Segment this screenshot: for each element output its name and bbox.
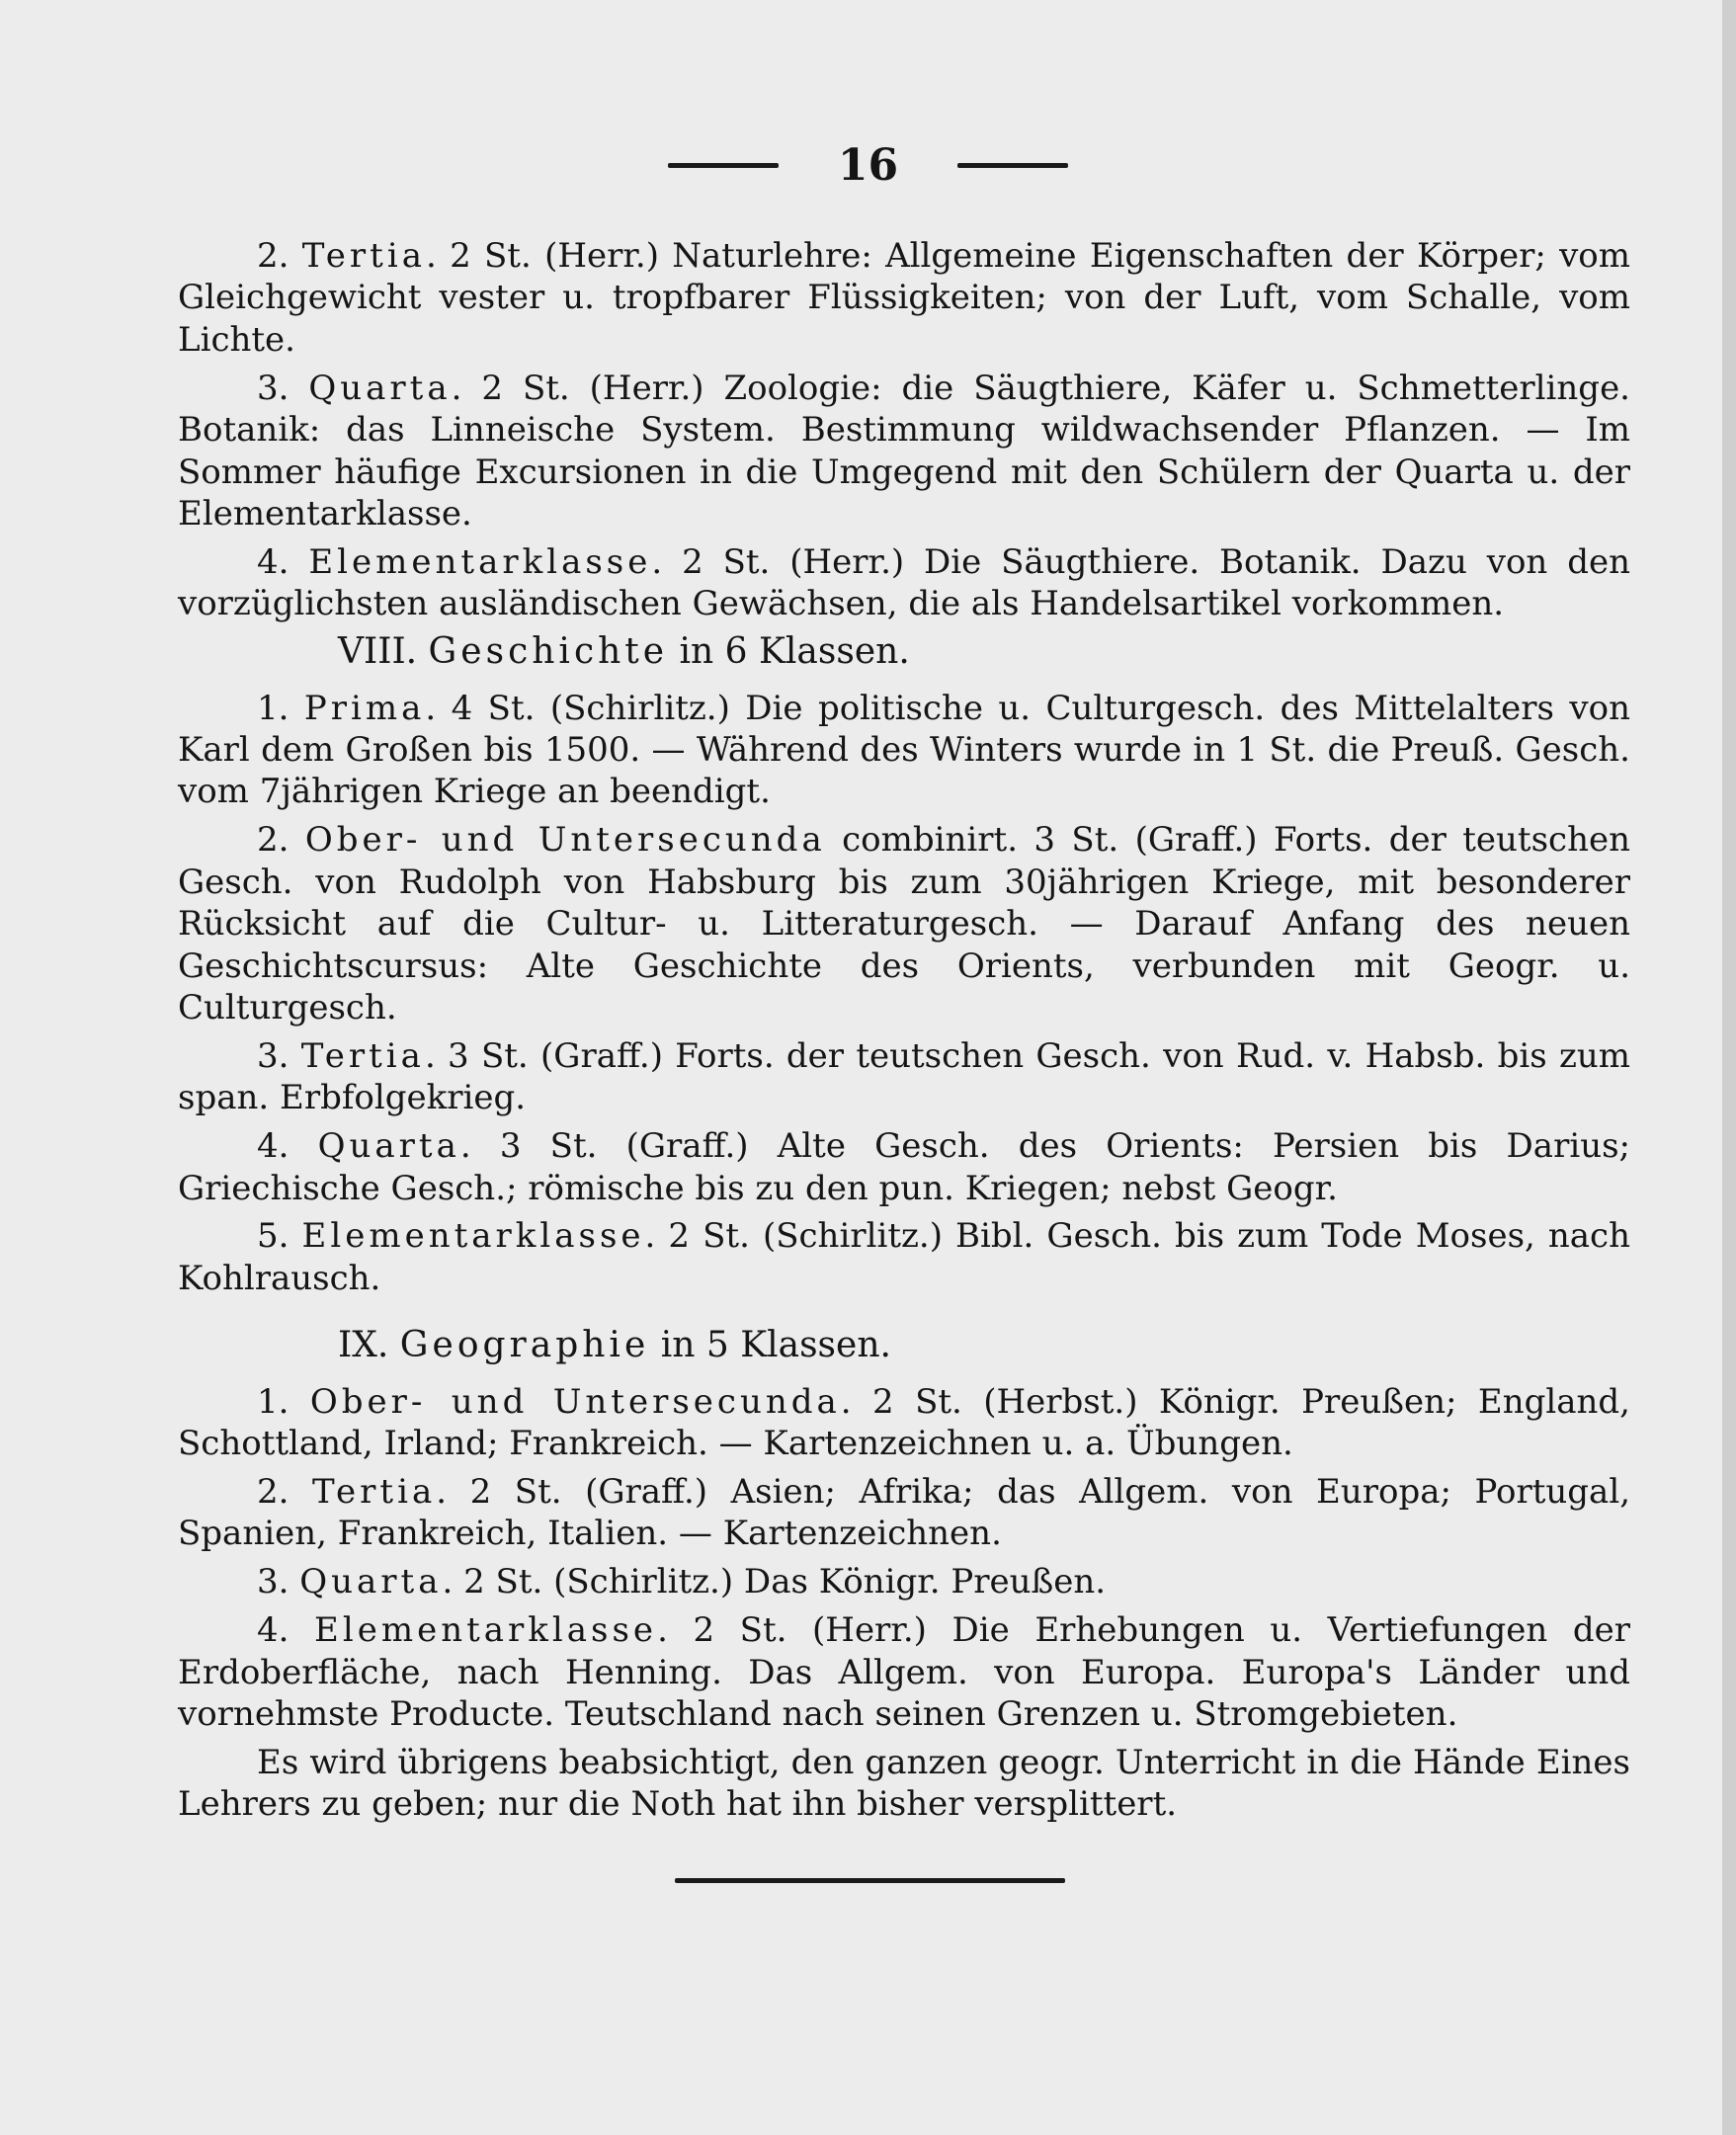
spaced-term: Quarta	[299, 1562, 443, 1602]
page-header	[0, 140, 1736, 190]
header-rule-right	[957, 163, 1068, 168]
paragraph-nat-4	[178, 541, 1630, 625]
text-run: 3.	[257, 1035, 301, 1076]
spaced-term: Prima	[303, 688, 426, 728]
page-number: 16	[837, 139, 899, 191]
text-run: . 2 St. (Graff.) Asien; Afrika; das Allgem. von Europa; Portugal, Spanien, Frankreich, Italien. — Kartenzeichnen.	[178, 1471, 1631, 1554]
spaced-term: Quarta	[308, 368, 452, 408]
paragraph-nat-3	[178, 368, 1630, 535]
text-run: Es wird übrigens beabsichtigt, den ganzen geogr. Unterricht in die Hände Eines Lehrers zu geben; nur die Noth hat ihn bisher versplittert.	[178, 1742, 1630, 1825]
paragraph-geo-2	[178, 1471, 1630, 1555]
text-run: VIII.	[338, 631, 429, 673]
text-run: combinirt. 3 St. (Graff.) Forts. der teutschen Gesch. von Rudolph von Habsburg bis zum 30jährigen Kriege, mit besonderer Rücksicht auf die Cultur- u. Litteraturgesch. — Darauf Anfang des neuen Geschichtscursus: Alte Geschichte des Orients, verbunden mit Geogr. u. Culturgesch.	[178, 820, 1630, 1027]
text-run: . 2 St. (Schirlitz.) Bibl. Gesch. bis zum Tode Moses, nach Kohlrausch.	[178, 1216, 1631, 1298]
paragraph-ges-4	[178, 1125, 1630, 1209]
spaced-term: Ober- und Untersecunda	[304, 820, 826, 861]
text-run: in 5 Klassen.	[649, 1325, 891, 1366]
spaced-term: Ober- und Untersecunda	[309, 1381, 841, 1422]
paragraph-geo-3	[178, 1561, 1630, 1602]
text-run: . 2 St. (Herr.) Die Säugthiere. Botanik. Dazu von den vorzüglichsten ausländischen Gewächsen, die als Handelsartikel vorkommen.	[178, 541, 1630, 624]
header-rule-left	[668, 163, 779, 168]
paragraph-geo-1	[178, 1381, 1630, 1465]
text-run: . 3 St. (Graff.) Forts. der teutschen Gesch. von Rud. v. Habsb. bis zum span. Erbfolgekrieg.	[178, 1035, 1631, 1118]
text-run: . 4 St. (Schirlitz.) Die politische u. Culturgesch. des Mittelalters von Karl dem Großen bis 1500. — Während des Winters wurde in 1 St. die Preuß. Gesch. vom 7jährigen Kriege an beendigt.	[178, 688, 1630, 812]
spaced-term: Geschichte	[428, 631, 669, 673]
spaced-term: Tertia	[300, 1035, 425, 1076]
paragraph-geo-4	[178, 1609, 1630, 1735]
spaced-term: Geographie	[399, 1325, 650, 1366]
text-run: . 2 St. (Herr.) Naturlehre: Allgemeine Eigenschaften der Körper; vom Gleichgewicht vester u. tropfbarer Flüssigkeiten; von der Luft, vom Schalle, vom Lichte.	[178, 236, 1631, 360]
spaced-term: Quarta	[317, 1126, 460, 1167]
text-run: 4.	[257, 541, 309, 582]
section-heading-head-viii	[178, 631, 1630, 673]
paragraph-ges-1	[178, 688, 1630, 813]
text-run: . 3 St. (Graff.) Alte Gesch. des Orients: Persien bis Darius; Griechische Gesch.; römische bis zu den pun. Kriegen; nebst Geogr.	[178, 1126, 1630, 1208]
paragraph-ges-5	[178, 1215, 1630, 1299]
paragraph-ges-3	[178, 1035, 1630, 1119]
spaced-term: Elementarklasse	[301, 1216, 645, 1257]
paragraph-nat-2	[178, 235, 1630, 361]
text-run: 3.	[257, 368, 309, 408]
spaced-term: Tertia	[301, 236, 426, 276]
text-run: 1.	[257, 1381, 310, 1422]
text-run: 2.	[257, 236, 302, 276]
text-run: . 2 St. (Herbst.) Königr. Preußen; England, Schottland, Irland; Frankreich. — Kartenzeichnen u. a. Übungen.	[178, 1381, 1630, 1464]
spaced-term: Elementarklasse	[314, 1610, 658, 1651]
paragraph-geo-note	[178, 1742, 1630, 1826]
text-run: 3.	[257, 1562, 300, 1602]
text-run: 2.	[257, 820, 305, 861]
end-rule	[675, 1878, 1065, 1883]
text-run: in 6 Klassen.	[668, 631, 910, 673]
spaced-term: Tertia	[312, 1471, 437, 1512]
section-heading-head-ix	[178, 1325, 1630, 1366]
text-run: . 2 St. (Herr.) Die Erhebungen u. Vertiefungen der Erdoberfläche, nach Henning. Das Allgem. von Europa. Europa's Länder und vornehmste Producte. Teutschland nach seinen Grenzen u. Stromgebieten.	[178, 1610, 1630, 1734]
page-edge	[1722, 0, 1736, 2135]
text-run: . 2 St. (Herr.) Zoologie: die Säugthiere, Käfer u. Schmetterlinge. Botanik: das Linneische System. Bestimmung wildwachsender Pflanzen. — Im Sommer häufige Excursionen in die Umgegend mit den Schülern der Quarta u. der Elementarklasse.	[178, 368, 1630, 534]
text-run: . 2 St. (Schirlitz.) Das Königr. Preußen.	[442, 1562, 1107, 1602]
body-text	[178, 235, 1630, 1832]
paragraph-ges-2	[178, 819, 1630, 1028]
text-run: IX.	[338, 1325, 400, 1366]
text-run: 4.	[257, 1126, 318, 1167]
spaced-term: Elementarklasse	[308, 541, 652, 582]
text-run: 1.	[257, 688, 304, 728]
text-run: 2.	[257, 1471, 312, 1512]
text-run: 5.	[257, 1216, 302, 1257]
text-run: 4.	[257, 1610, 315, 1651]
